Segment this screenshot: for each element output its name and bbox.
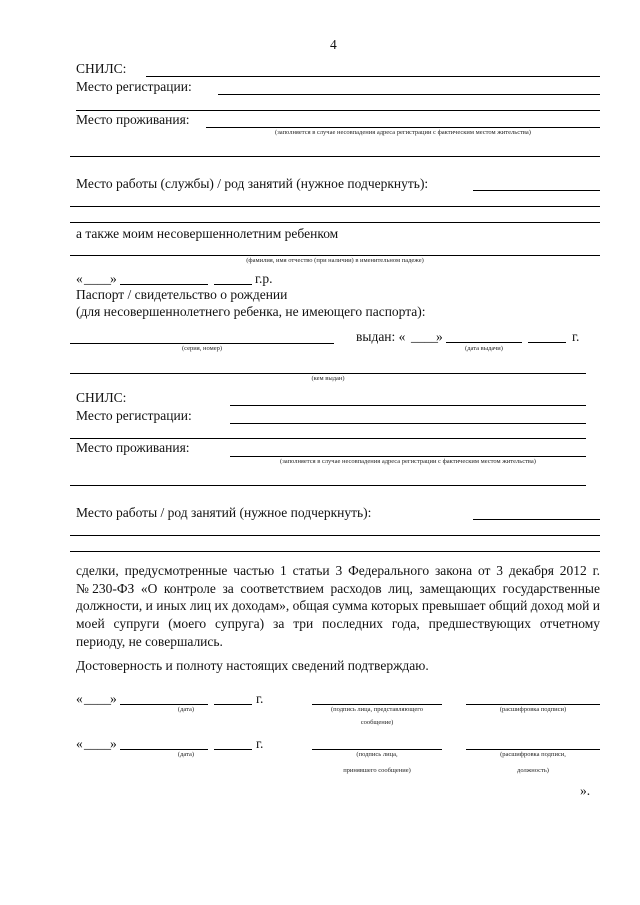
issued-day-blank[interactable]: ____ bbox=[411, 329, 438, 344]
signature-field[interactable] bbox=[312, 749, 442, 750]
child-residence-hint: (заполняется в случае несовпадения адреса регистрации с фактическим местом жительства) bbox=[280, 458, 536, 465]
work-field-line-3[interactable] bbox=[70, 222, 600, 223]
series-hint: (серия, номер) bbox=[182, 345, 222, 352]
issued-close-quote: » bbox=[436, 329, 443, 344]
sign-date-year-field[interactable] bbox=[214, 704, 252, 705]
residence-label: Место проживания: bbox=[76, 112, 190, 127]
signature-decoding-field[interactable] bbox=[466, 749, 600, 750]
birth-date-year-field[interactable] bbox=[214, 284, 252, 285]
snils-field[interactable] bbox=[146, 76, 600, 77]
issued-year-suffix: г. bbox=[572, 329, 580, 344]
child-work-label: Место работы / род занятий (нужное подчеркнуть): bbox=[76, 505, 372, 520]
sign-date-open-quote: « bbox=[76, 691, 83, 706]
birth-date-month-field[interactable] bbox=[120, 284, 208, 285]
work-field[interactable] bbox=[473, 190, 600, 191]
sign-date-month-field[interactable] bbox=[120, 704, 208, 705]
sign-date-day-blank[interactable]: ____ bbox=[84, 736, 111, 751]
child-registration-field[interactable] bbox=[230, 423, 586, 424]
sign-date-hint: (дата) bbox=[177, 706, 195, 713]
child-registration-field-line-2[interactable] bbox=[70, 438, 586, 439]
signature-decoding-hint-line-2: должность) bbox=[517, 767, 549, 774]
sign-year-suffix: г. bbox=[256, 691, 264, 706]
page-number: 4 bbox=[330, 37, 337, 52]
sign-date-close-quote: » bbox=[110, 691, 117, 706]
child-snils-label: СНИЛС: bbox=[76, 390, 127, 405]
signature-decoding-hint: (расшифровка подписи, bbox=[500, 751, 566, 758]
confirmation-text: Достоверность и полноту настоящих сведений подтверждаю. bbox=[76, 658, 429, 673]
signature-decoding-hint: (расшифровка подписи) bbox=[499, 706, 567, 713]
sign-date-year-field[interactable] bbox=[214, 749, 252, 750]
signature-hint: (подпись лица, bbox=[356, 751, 398, 758]
issued-by-field[interactable] bbox=[70, 373, 586, 374]
issued-prefix: выдан: « bbox=[356, 329, 406, 344]
sign-year-suffix: г. bbox=[256, 736, 264, 751]
signature-hint-line-2: принявшего сообщение) bbox=[343, 767, 411, 774]
child-work-field-line-3[interactable] bbox=[70, 551, 600, 552]
signature-field[interactable] bbox=[312, 704, 442, 705]
series-number-field[interactable] bbox=[70, 343, 334, 344]
work-label: Место работы (службы) / род занятий (нужное подчеркнуть): bbox=[76, 176, 429, 191]
main-paragraph: сделки, предусмотренные частью 1 статьи 3 Федерального закона от 3 декабря 2012 г. №230-ФЗ «О контроле за соответствием расходов лиц, замещающих государственные должности, и иных лиц их доходам», общая сумма которых превышает общий доход мой и моей супруги (моего супруга) за три последних года, предшествующих отчетному периоду, не совершались. bbox=[76, 563, 600, 649]
child-name-field[interactable] bbox=[70, 255, 600, 256]
residence-field-line-2[interactable] bbox=[70, 156, 600, 157]
passport-note: (для несовершеннолетнего ребенка, не имеющего паспорта): bbox=[76, 304, 426, 319]
child-residence-label: Место проживания: bbox=[76, 440, 190, 455]
issue-month-field[interactable] bbox=[446, 342, 522, 343]
signature-hint: (подпись лица, представляющего bbox=[330, 706, 424, 713]
issue-year-field[interactable] bbox=[528, 342, 566, 343]
passport-label: Паспорт / свидетельство о рождении bbox=[76, 287, 288, 302]
signature-hint-line-2: сообщение) bbox=[360, 719, 394, 726]
signature-decoding-field[interactable] bbox=[466, 704, 600, 705]
child-intro: а также моим несовершеннолетним ребенком bbox=[76, 226, 339, 241]
child-work-field[interactable] bbox=[473, 519, 600, 520]
child-residence-field[interactable] bbox=[230, 456, 586, 457]
sign-date-day-blank[interactable]: ____ bbox=[84, 691, 111, 706]
work-field-line-2[interactable] bbox=[70, 206, 600, 207]
birth-date-close-quote: » bbox=[110, 271, 117, 286]
birth-date-day-blank[interactable]: ____ bbox=[84, 271, 111, 286]
child-name-hint: (фамилия, имя отчество (при наличии) в именительном падеже) bbox=[246, 257, 424, 264]
snils-label: СНИЛС: bbox=[76, 61, 127, 76]
sign-date-month-field[interactable] bbox=[120, 749, 208, 750]
residence-field[interactable] bbox=[206, 127, 600, 128]
sign-date-open-quote: « bbox=[76, 736, 83, 751]
registration-field[interactable] bbox=[218, 94, 600, 95]
child-snils-field[interactable] bbox=[230, 405, 586, 406]
issued-by-hint: (кем выдан) bbox=[311, 375, 345, 382]
child-residence-field-line-2[interactable] bbox=[70, 485, 586, 486]
birth-date-open-quote: « bbox=[76, 271, 83, 286]
sign-date-hint: (дата) bbox=[177, 751, 195, 758]
residence-hint: (заполняется в случае несовпадения адреса регистрации с фактическим местом жительства) bbox=[275, 129, 531, 136]
registration-label: Место регистрации: bbox=[76, 79, 192, 94]
child-work-field-line-2[interactable] bbox=[70, 535, 600, 536]
birth-date-suffix: г.р. bbox=[255, 271, 273, 286]
sign-date-close-quote: » bbox=[110, 736, 117, 751]
closing-mark: ». bbox=[580, 783, 591, 798]
registration-field-line-2[interactable] bbox=[76, 110, 600, 111]
child-registration-label: Место регистрации: bbox=[76, 408, 192, 423]
issue-date-hint: (дата выдачи) bbox=[465, 345, 503, 352]
